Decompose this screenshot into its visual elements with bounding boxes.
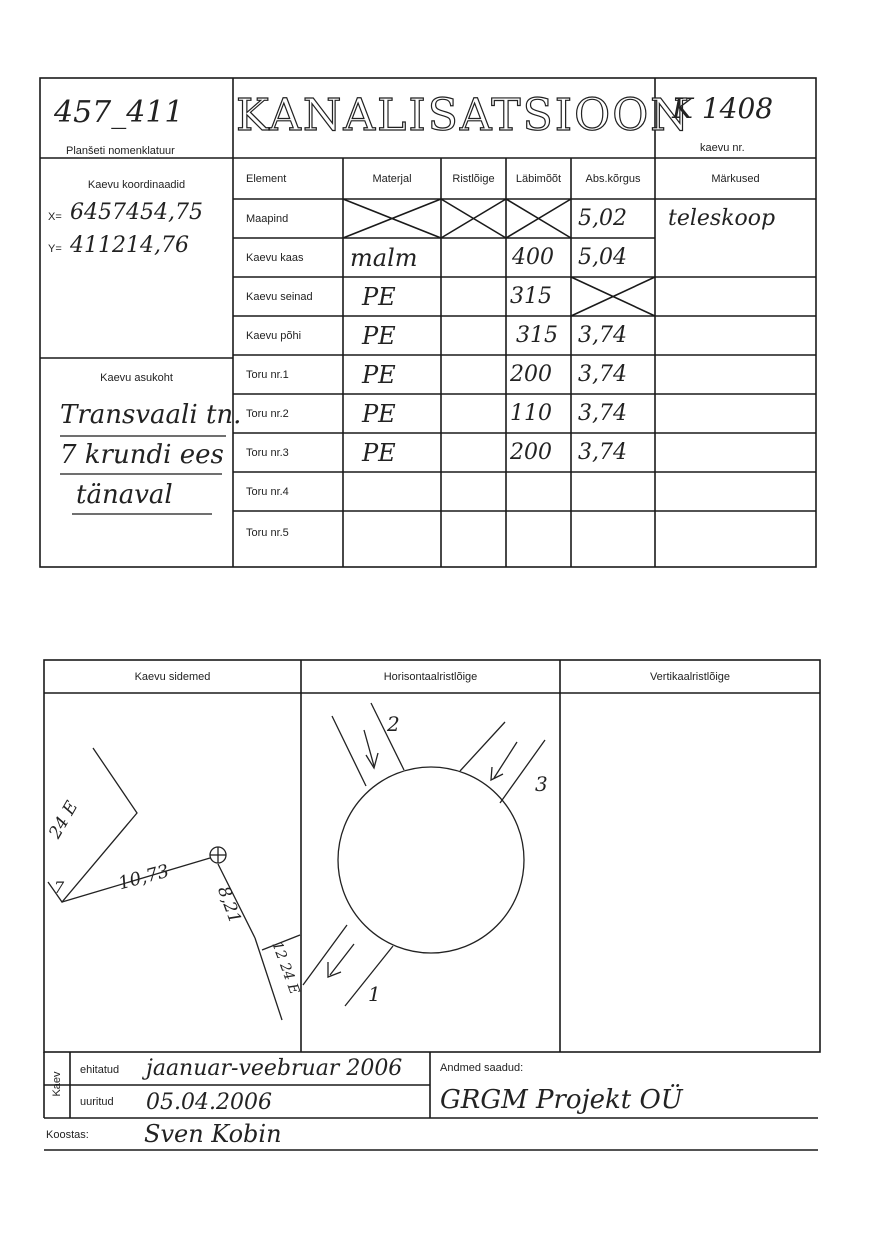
row-element-label: Kaevu põhi bbox=[246, 329, 302, 342]
row-element-label: Kaevu kaas bbox=[246, 251, 304, 264]
surveyed-value: 05.04.2006 bbox=[146, 1090, 272, 1115]
coord-y-value: 411214,76 bbox=[70, 233, 189, 258]
col-header-diameter: Läbimõõt bbox=[515, 172, 562, 185]
row-material: PE bbox=[362, 438, 396, 467]
corner-label: 7 bbox=[54, 878, 65, 897]
row-diameter: 400 bbox=[512, 245, 554, 270]
row-diameter: 315 bbox=[510, 284, 552, 309]
location-label: Kaevu asukoht bbox=[100, 372, 173, 384]
row-element-label: Toru nr.5 bbox=[246, 527, 289, 539]
distance-label: 10,73 bbox=[116, 860, 172, 895]
row-elevation: 3,74 bbox=[578, 362, 627, 387]
row-material: PE bbox=[362, 360, 396, 389]
row-element-label: Toru nr.3 bbox=[246, 446, 289, 459]
coord-x-prefix: X= bbox=[48, 211, 62, 223]
section-header-vertical: Vertikaalristlõige bbox=[649, 670, 731, 683]
data-source-label: Andmed saadud: bbox=[440, 1062, 524, 1074]
row-element-label: Toru nr.1 bbox=[246, 368, 289, 381]
row-elevation: 5,04 bbox=[578, 245, 627, 270]
row-elevation: 3,74 bbox=[578, 440, 627, 465]
building-label: 24 E bbox=[45, 797, 83, 843]
coord-x-value: 6457454,75 bbox=[70, 200, 203, 225]
well-number-label: kaevu nr. bbox=[700, 142, 745, 154]
row-diameter: 200 bbox=[510, 362, 552, 387]
coord-y-prefix: Y= bbox=[48, 243, 62, 255]
row-elevation: 3,74 bbox=[578, 323, 627, 348]
row-material: PE bbox=[362, 399, 396, 428]
row-diameter: 315 bbox=[516, 323, 558, 348]
author-label: Koostas: bbox=[46, 1129, 89, 1141]
page-title: KANALISATSIOON bbox=[236, 90, 691, 141]
coordinates-label: Kaevu koordinaadid bbox=[87, 179, 186, 191]
map-sheet-label: Planšeti nomenklatuur bbox=[66, 145, 175, 157]
pipe-number-label: 1 bbox=[368, 982, 381, 1006]
row-material: malm bbox=[350, 243, 418, 272]
distance-label: 8,21 bbox=[213, 883, 245, 927]
row-element-label: Kaevu seinad bbox=[246, 290, 313, 303]
pipe-number-label: 3 bbox=[535, 772, 548, 796]
col-header-cross-section: Ristlõige bbox=[452, 172, 495, 185]
well-side-label: Kaev bbox=[51, 1071, 63, 1097]
section-header-horizontal: Horisontaalristlõige bbox=[383, 670, 478, 683]
building-label: 12 24 E bbox=[268, 939, 303, 997]
row-diameter: 110 bbox=[510, 401, 552, 426]
row-elevation: 5,02 bbox=[578, 206, 627, 231]
location-line: tänaval bbox=[76, 480, 173, 510]
well-number-value: K 1408 bbox=[672, 92, 774, 125]
row-material: PE bbox=[362, 321, 396, 350]
row-element-label: Toru nr.2 bbox=[246, 407, 289, 420]
surveyed-label: uuritud bbox=[80, 1096, 114, 1108]
data-source-value: GRGM Projekt OÜ bbox=[440, 1085, 683, 1115]
pipe-number-label: 2 bbox=[387, 712, 400, 736]
built-value: jaanuar-veebruar 2006 bbox=[146, 1056, 403, 1081]
row-elevation: 3,74 bbox=[578, 401, 627, 426]
col-header-element: Element bbox=[246, 172, 287, 185]
row-diameter: 200 bbox=[510, 440, 552, 465]
location-line: Transvaali tn. bbox=[60, 400, 242, 430]
location-line: 7 krundi ees bbox=[60, 440, 224, 470]
author-value: Sven Kobin bbox=[144, 1120, 282, 1148]
row-element-label: Toru nr.4 bbox=[246, 485, 289, 498]
row-material: PE bbox=[362, 282, 396, 311]
col-header-material: Materjal bbox=[372, 172, 412, 185]
row-element-label: Maapind bbox=[246, 212, 289, 225]
section-header-links: Kaevu sidemed bbox=[134, 670, 211, 683]
built-label: ehitatud bbox=[80, 1064, 120, 1076]
col-header-notes: Märkused bbox=[711, 172, 760, 185]
row-notes: teleskoop bbox=[668, 206, 776, 231]
col-header-elevation: Abs.kõrgus bbox=[585, 172, 641, 185]
map-sheet-value: 457_411 bbox=[54, 95, 184, 130]
